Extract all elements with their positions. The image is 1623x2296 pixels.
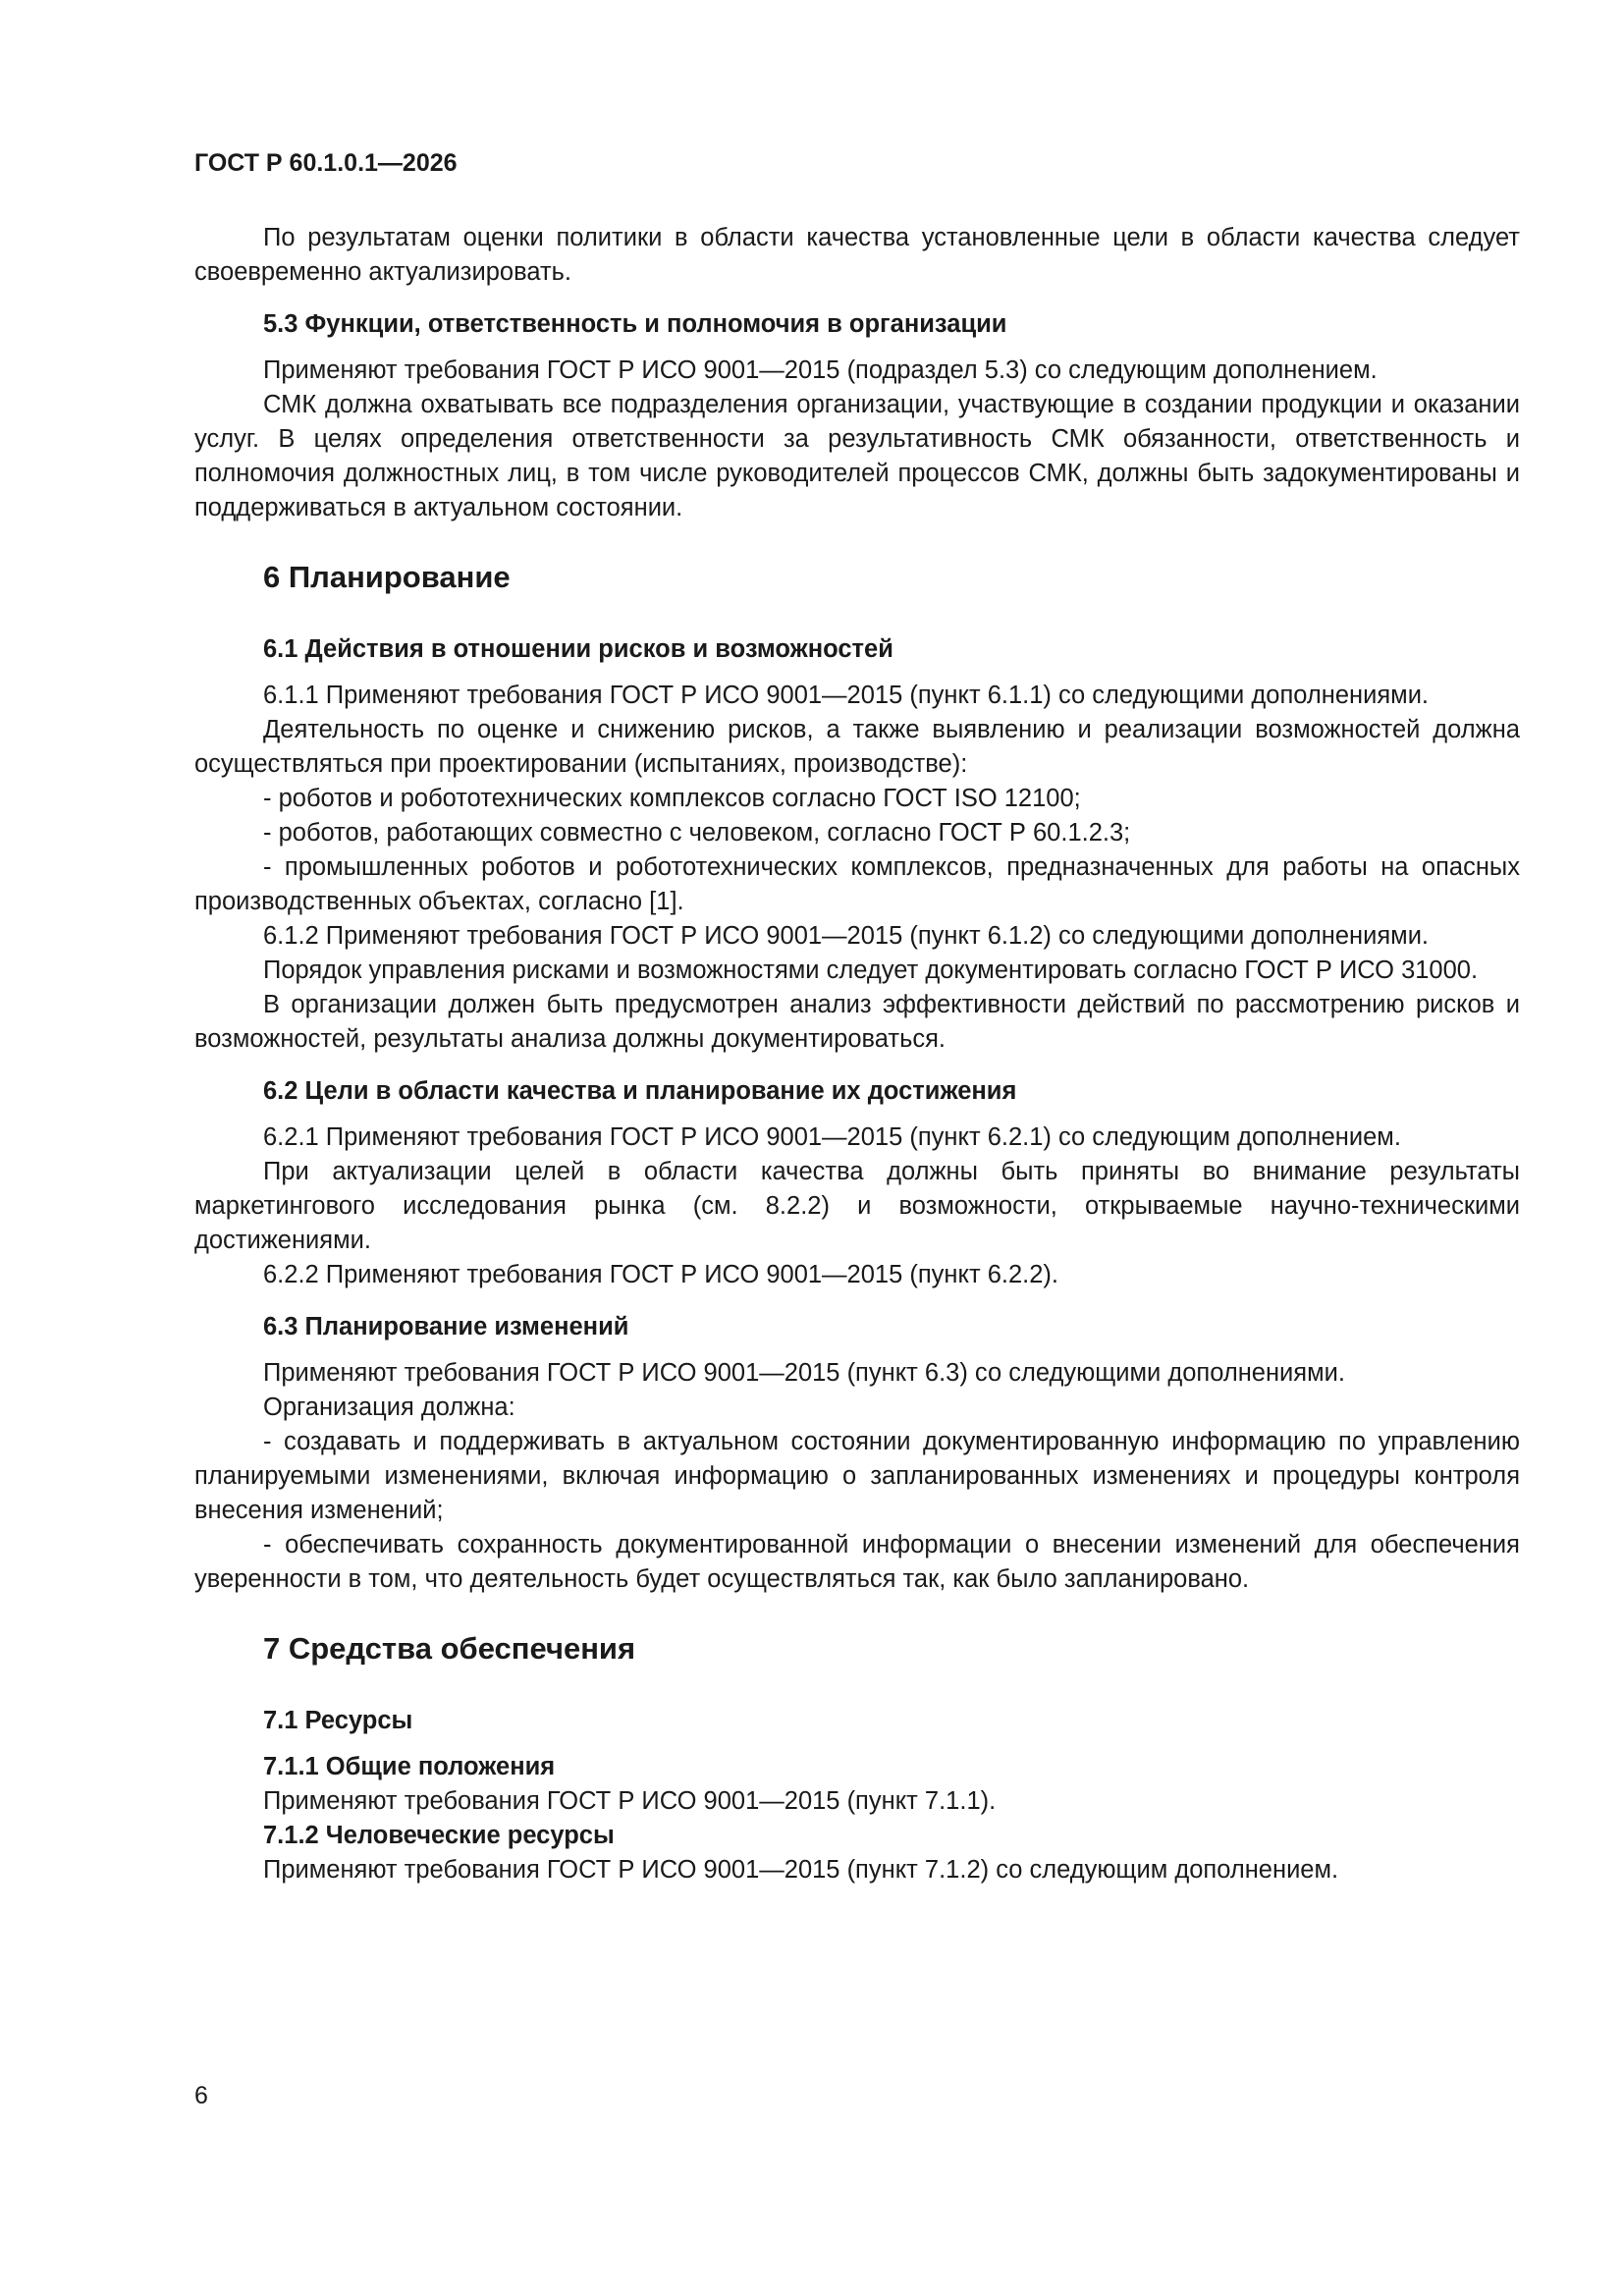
list-item: - создавать и поддерживать в актуальном состоянии документированную информацию по управлению планируемыми изменениями, включая информацию о запланированных изменениях и процедуры контроля внесения изменений; [194,1428,1520,1524]
list-item: - обеспечивать сохранность документированной информации о внесении изменений для обеспечения уверенности в том, что деятельность будет осуществляться так, как было запланировано. [194,1531,1520,1593]
list-item: - роботов и робототехнических комплексов согласно ГОСТ ISO 12100; [263,785,1081,812]
paragraph: Организация должна: [263,1394,515,1421]
document-body [194,221,1520,1887]
paragraph: Применяют требования ГОСТ Р ИСО 9001—2015 (пункт 6.3) со следующими дополнениями. [263,1359,1345,1387]
list-item: - промышленных роботов и робототехнических комплексов, предназначенных для работы на опасных производственных объектах, согласно [1]. [194,853,1520,915]
subsection-title-6-3: 6.3 Планирование изменений [263,1313,629,1340]
list-item: - роботов, работающих совместно с человеком, согласно ГОСТ Р 60.1.2.3; [263,819,1131,847]
section-title-6: 6 Планирование [263,560,511,594]
subsection-title-6-2: 6.2 Цели в области качества и планирование их достижения [263,1077,1017,1105]
subsection-title-5-3: 5.3 Функции, ответственность и полномочия в организации [263,310,1007,338]
paragraph: По результатам оценки политики в области качества установленные цели в области качества следует своевременно актуализировать. [194,224,1520,286]
page-number: 6 [194,2082,208,2109]
paragraph: При актуализации целей в области качества должны быть приняты во внимание результаты маркетингового исследования рынка (см. 8.2.2) и возможности, открываемые научно-техническими достижениями. [194,1158,1520,1254]
paragraph: В организации должен быть предусмотрен анализ эффективности действий по рассмотрению рисков и возможностей, результаты анализа должны документироваться. [194,991,1520,1053]
paragraph: 6.2.2 Применяют требования ГОСТ Р ИСО 9001—2015 (пункт 6.2.2). [263,1261,1058,1288]
document-code: ГОСТ Р 60.1.0.1—2026 [194,149,458,177]
paragraph: Применяют требования ГОСТ Р ИСО 9001—2015 (пункт 7.1.1). [263,1787,997,1815]
paragraph: 6.2.1 Применяют требования ГОСТ Р ИСО 9001—2015 (пункт 6.2.1) со следующим дополнением. [263,1123,1401,1151]
paragraph: СМК должна охватывать все подразделения организации, участвующие в создании продукции и оказании услуг. В целях определения ответственности за результативность СМК обязанности, ответственность и полномочия должностных лиц, в том числе руководителей процессов СМК, должны быть задокументированы и поддерживаться в актуальном состоянии. [194,391,1520,521]
subsubsection-title-7-1-2: 7.1.2 Человеческие ресурсы [263,1822,615,1849]
paragraph: 6.1.2 Применяют требования ГОСТ Р ИСО 9001—2015 (пункт 6.1.2) со следующими дополнениями. [263,922,1430,950]
subsection-title-6-1: 6.1 Действия в отношении рисков и возможностей [263,635,893,663]
paragraph: Деятельность по оценке и снижению рисков, а также выявлению и реализации возможностей должна осуществляться при проектировании (испытаниях, производстве): [194,716,1520,778]
paragraph: 6.1.1 Применяют требования ГОСТ Р ИСО 9001—2015 (пункт 6.1.1) со следующими дополнениями. [263,682,1430,709]
paragraph: Применяют требования ГОСТ Р ИСО 9001—2015 (подраздел 5.3) со следующим дополнением. [263,356,1378,384]
paragraph: Применяют требования ГОСТ Р ИСО 9001—2015 (пункт 7.1.2) со следующим дополнением. [263,1856,1339,1884]
paragraph: Порядок управления рисками и возможностями следует документировать согласно ГОСТ Р ИСО 31000. [263,957,1479,984]
section-title-7: 7 Средства обеспечения [263,1631,636,1666]
subsubsection-title-7-1-1: 7.1.1 Общие положения [263,1753,556,1780]
subsection-title-7-1: 7.1 Ресурсы [263,1707,413,1734]
